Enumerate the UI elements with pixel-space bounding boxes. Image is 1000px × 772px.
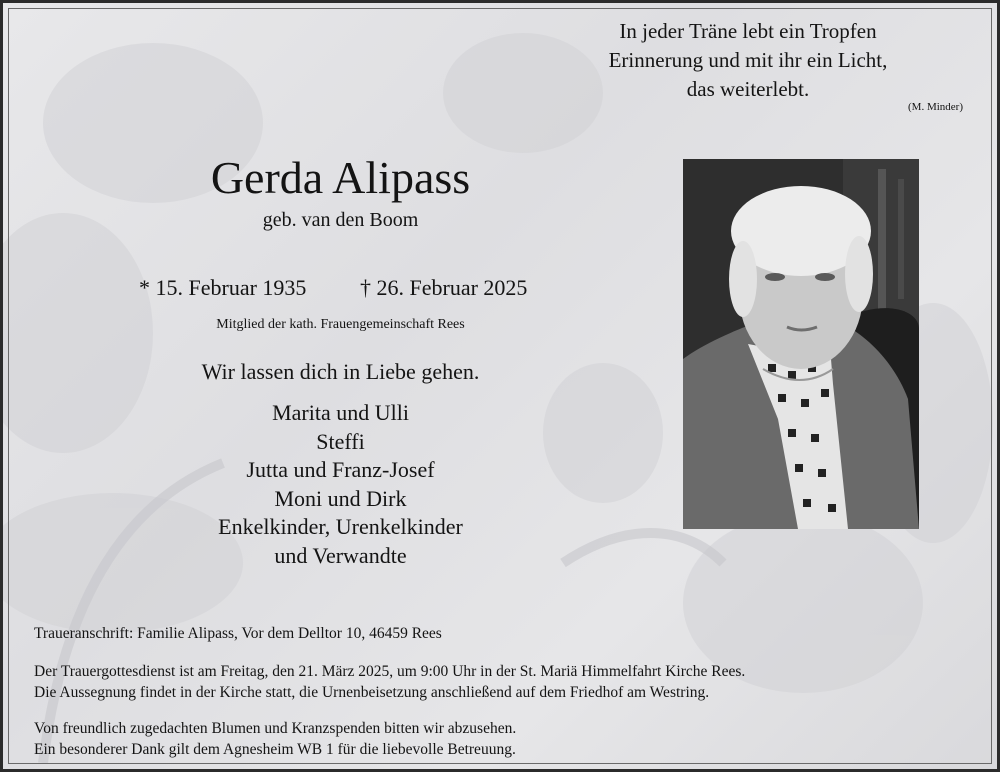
deceased-name: Gerda Alipass	[210, 152, 471, 203]
service-line: Der Trauergottesdienst ist am Freitag, den 21. März 2025, um 9:00 Uhr in der St. Mariä Himmelfahrt Kirche Rees.	[34, 663, 746, 680]
thanks-line: Von freundlich zugedachten Blumen und Kranzspenden bitten wir abzusehen.	[34, 720, 517, 737]
thanks-line: Ein besonderer Dank gilt dem Agnesheim WB 1 für die liebevolle Betreuung.	[34, 741, 516, 758]
mourner-entry: Steffi	[316, 428, 365, 454]
mourners-list	[123, 399, 558, 570]
farewell-motto: Wir lassen dich in Liebe gehen.	[201, 359, 480, 384]
maiden-name: geb. van den Boom	[262, 209, 419, 231]
quote-line: das weiterlebt.	[686, 77, 810, 101]
mourner-entry: und Verwandte	[274, 542, 407, 568]
portrait-illustration	[683, 159, 919, 529]
service-line: Die Aussegnung findet in der Kirche statt, die Urnenbeisetzung anschließend auf dem Friedhof am Westring.	[34, 684, 710, 701]
mourning-address: Traueranschrift: Familie Alipass, Vor dem Delltor 10, 46459 Rees	[34, 625, 442, 642]
memorial-quote	[563, 17, 933, 104]
membership-note: Mitglied der kath. Frauengemeinschaft Rees	[216, 317, 465, 332]
quote-line: In jeder Träne lebt ein Tropfen	[619, 19, 877, 43]
death-date: † 26. Februar 2025	[360, 275, 528, 300]
mourner-entry: Enkelkinder, Urenkelkinder	[218, 514, 463, 539]
mourner-entry: Jutta und Franz-Josef	[246, 457, 435, 482]
portrait-photo	[683, 159, 919, 529]
mourner-entry: Moni und Dirk	[274, 485, 407, 511]
thanks-note	[34, 718, 974, 760]
funeral-service-info	[34, 661, 974, 703]
birth-date: * 15. Februar 1935	[139, 275, 307, 300]
quote-author: (M. Minder)	[908, 101, 963, 113]
quote-line: Erinnerung und mit ihr ein Licht,	[608, 48, 888, 72]
mourner-entry: Marita und Ulli	[272, 400, 409, 425]
